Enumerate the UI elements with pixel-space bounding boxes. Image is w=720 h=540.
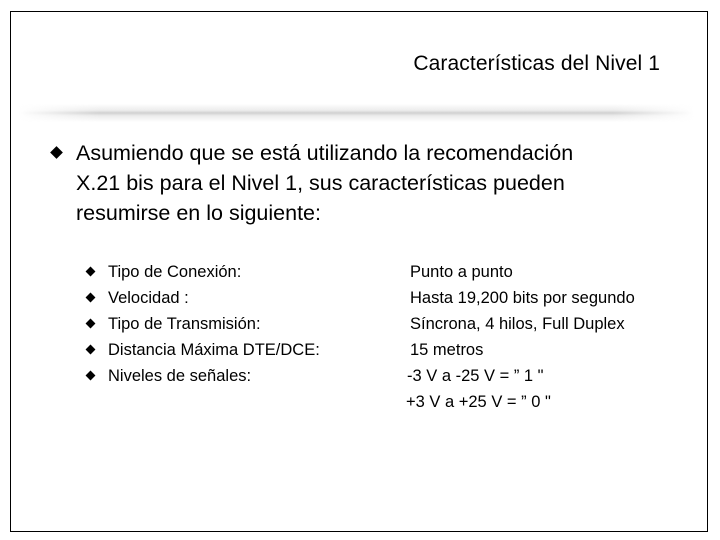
characteristic-label: Distancia Máxima DTE/DCE: (108, 341, 320, 359)
characteristic-value: Síncrona, 4 hilos, Full Duplex (410, 315, 625, 333)
characteristic-value: Hasta 19,200 bits por segundo (410, 289, 635, 307)
characteristic-value: Punto a punto (410, 263, 513, 281)
intro-line: X.21 bis para el Nivel 1, sus características pueden (76, 171, 565, 195)
intro-line: resumirse en lo siguiente: (76, 201, 321, 225)
characteristic-label: Tipo de Conexión: (108, 263, 242, 281)
characteristics-values (406, 259, 635, 415)
slide-title: Características del Nivel 1 (413, 52, 660, 75)
characteristic-label: Velocidad : (108, 289, 189, 307)
characteristic-value-extra: +3 V a +25 V = ” 0 " (406, 393, 551, 411)
characteristic-value: 15 metros (410, 341, 484, 359)
characteristics-labels (108, 259, 320, 389)
intro-paragraph (76, 138, 676, 228)
intro-line: Asumiendo que se está utilizando la recomendación (76, 141, 574, 165)
characteristic-label: Tipo de Transmisión: (108, 315, 261, 333)
characteristic-label: Niveles de señales: (108, 367, 252, 385)
title-divider (18, 104, 694, 122)
characteristic-value: -3 V a -25 V = ” 1 " (407, 367, 544, 385)
